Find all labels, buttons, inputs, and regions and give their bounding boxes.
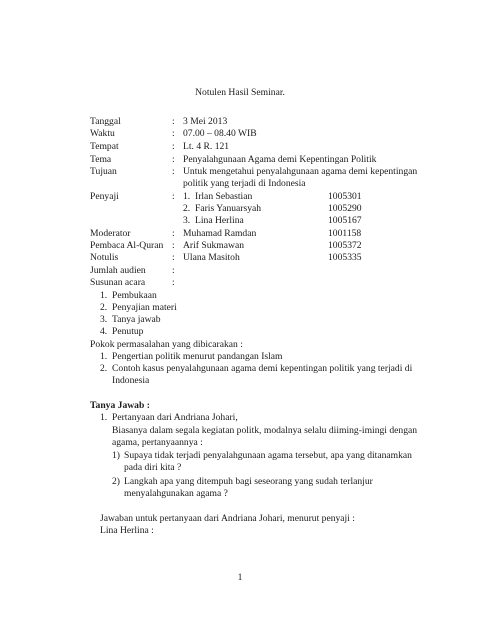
field-value: Untuk mengetahui penyalahgunaan agama demi kepentingan <box>183 166 418 177</box>
presenter-name: Irlan Sebastian <box>195 191 253 202</box>
agenda-number: 4. <box>100 326 108 337</box>
field-value-cont: politik yang terjadi di Indonesia <box>183 178 306 189</box>
field-label: Tujuan <box>90 166 117 177</box>
answer-intro: Jawaban untuk pertanyaan dari Andriana Johari, menurut penyaji : <box>100 513 355 524</box>
sub-question-text-cont: menyalahgunakan agama ? <box>124 488 228 499</box>
field-colon: : <box>172 116 175 127</box>
agenda-number: 1. <box>100 290 108 301</box>
sub-question-number: 2) <box>112 476 120 487</box>
field-id: 1005372 <box>328 240 362 251</box>
presenter-number: 1. <box>183 191 191 202</box>
field-colon: : <box>172 228 175 239</box>
agenda-text: Penutup <box>112 326 144 337</box>
qa-heading: Tanya Jawab : <box>90 400 150 411</box>
field-label: Moderator <box>90 228 131 239</box>
field-label: Penyaji <box>90 191 119 202</box>
field-value: 07.00 – 08.40 WIB <box>183 128 257 139</box>
field-value: Arif Sukmawan <box>183 240 245 251</box>
field-label: Pembaca Al-Quran <box>90 240 164 251</box>
field-label: Jumlah audien <box>90 265 146 276</box>
field-colon: : <box>172 166 175 177</box>
document-title: Notulen Hasil Seminar. <box>195 87 285 98</box>
field-colon: : <box>172 191 175 202</box>
answerer-name: Lina Herlina : <box>100 525 154 536</box>
issue-number: 2. <box>100 363 108 374</box>
presenter-id: 1005290 <box>328 203 362 214</box>
question-title: Pertanyaan dari Andriana Johari, <box>112 412 238 423</box>
presenter-id: 1005301 <box>328 191 362 202</box>
field-id: 1005335 <box>328 252 362 263</box>
field-colon: : <box>172 240 175 251</box>
sub-question-text: Supaya tidak terjadi penyalahgunaan agama tersebut, apa yang ditanamkan <box>124 450 412 461</box>
field-label: Notulis <box>90 252 119 263</box>
field-value: Ulana Masitoh <box>183 252 240 263</box>
field-colon: : <box>172 154 175 165</box>
field-value: Lt. 4 R. 121 <box>183 141 230 152</box>
page-number: 1 <box>237 572 243 583</box>
issue-number: 1. <box>100 351 108 362</box>
field-colon: : <box>172 265 175 276</box>
field-label: Susunan acara <box>90 277 146 288</box>
presenter-name: Lina Herlina <box>195 215 244 226</box>
agenda-text: Pembukaan <box>112 290 157 301</box>
presenter-number: 3. <box>183 215 191 226</box>
issue-text-cont: Indonesia <box>112 375 150 386</box>
field-value: Muhamad Ramdan <box>183 228 257 239</box>
question-number: 1. <box>100 412 108 423</box>
issue-text: Contoh kasus penyalahgunaan agama demi kepentingan politik yang terjadi di <box>112 363 413 374</box>
agenda-number: 3. <box>100 314 108 325</box>
issues-heading: Pokok permasalahan yang dibicarakan : <box>90 339 243 350</box>
field-label: Tanggal <box>90 116 121 127</box>
sub-question-text-cont: pada diri kita ? <box>124 462 182 473</box>
field-colon: : <box>172 128 175 139</box>
sub-question-number: 1) <box>112 450 120 461</box>
agenda-text: Penyajian materi <box>112 302 177 313</box>
question-intro: Biasanya dalam segala kegiatan politk, modalnya selalu diiming-imingi dengan <box>112 425 418 436</box>
presenter-name: Faris Yanuarsyah <box>195 203 262 214</box>
question-intro-cont: agama, pertanyaannya : <box>112 437 203 448</box>
sub-question-text: Langkah apa yang ditempuh bagi seseorang yang sudah terlanjur <box>124 476 373 487</box>
agenda-text: Tanya jawab <box>112 314 161 325</box>
field-colon: : <box>172 141 175 152</box>
field-label: Tempat <box>90 141 119 152</box>
field-colon: : <box>172 252 175 263</box>
presenter-number: 2. <box>183 203 191 214</box>
presenter-id: 1005167 <box>328 215 362 226</box>
field-label: Waktu <box>90 128 115 139</box>
field-value: Penyalahgunaan Agama demi Kepentingan Politik <box>183 154 377 165</box>
field-value: 3 Mei 2013 <box>183 116 228 127</box>
field-label: Tema <box>90 154 112 165</box>
field-colon: : <box>172 277 175 288</box>
agenda-number: 2. <box>100 302 108 313</box>
issue-text: Pengertian politik menurut pandangan Islam <box>112 351 283 362</box>
field-id: 1001158 <box>328 228 362 239</box>
